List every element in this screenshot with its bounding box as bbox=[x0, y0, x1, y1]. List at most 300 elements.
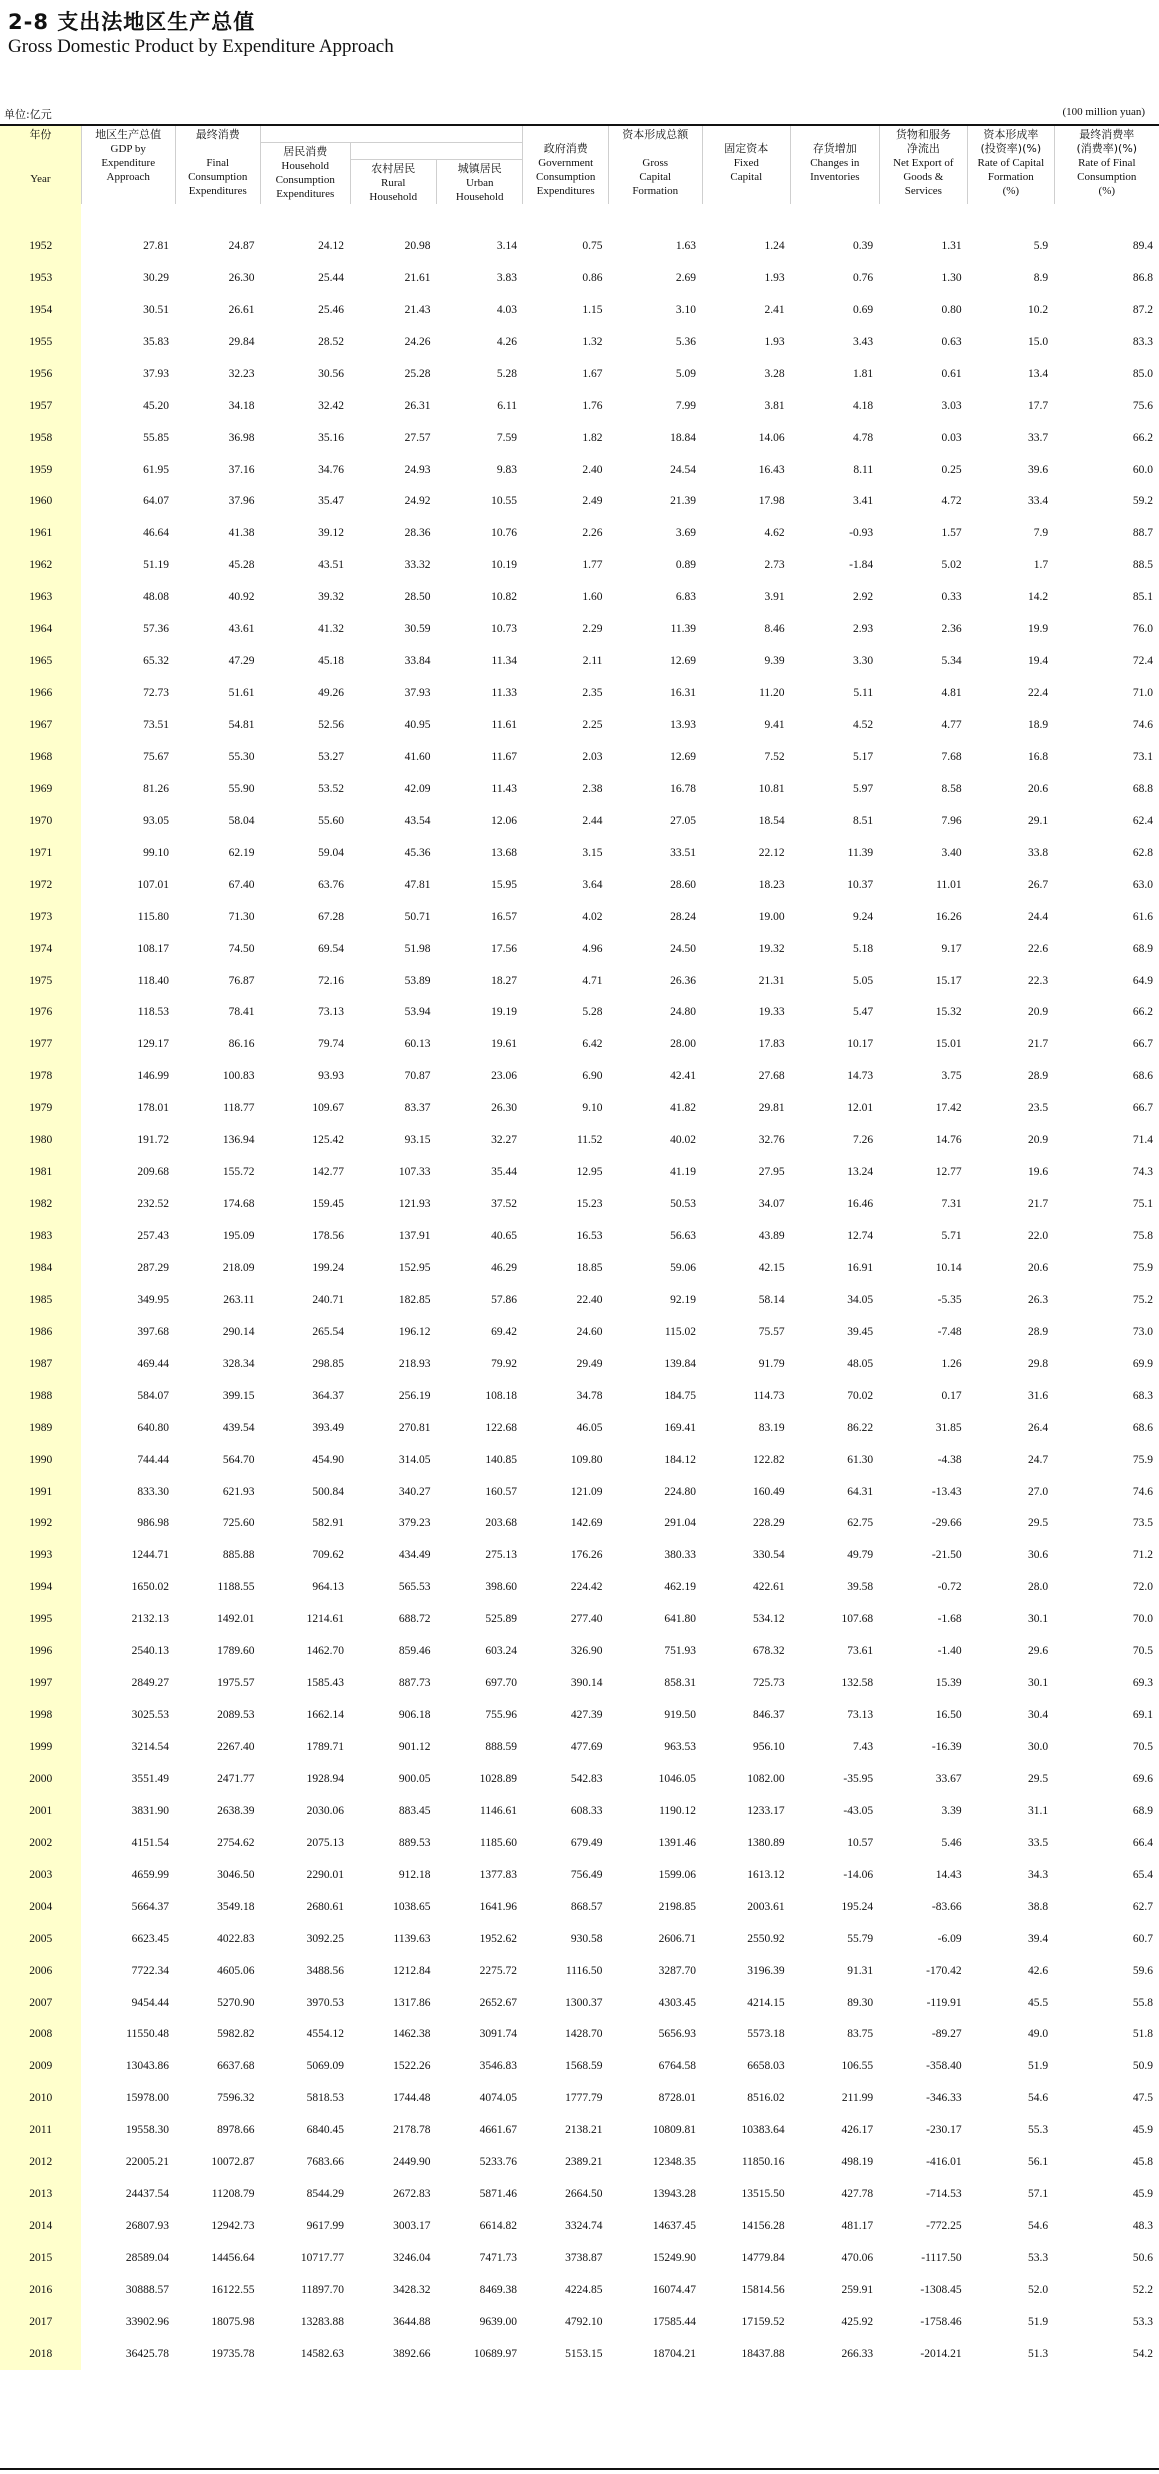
table-row bbox=[0, 773, 1159, 805]
value-cell: 11.20 bbox=[759, 687, 785, 700]
value-cell: 30888.57 bbox=[125, 2283, 169, 2296]
value-cell: 55.90 bbox=[228, 782, 255, 795]
value-cell: 542.83 bbox=[570, 1772, 603, 1785]
value-cell: 12348.35 bbox=[652, 2156, 697, 2169]
value-cell: 53.52 bbox=[318, 782, 344, 795]
value-cell: 3546.83 bbox=[479, 2060, 517, 2073]
value-cell: 29.84 bbox=[228, 335, 255, 348]
value-cell: 18.85 bbox=[576, 1261, 603, 1274]
value-cell: 169.41 bbox=[664, 1421, 697, 1434]
value-cell: -416.01 bbox=[926, 2156, 962, 2169]
value-cell: 51.9 bbox=[1027, 2315, 1049, 2328]
value-cell: 1613.12 bbox=[747, 1868, 785, 1881]
value-cell: 29.6 bbox=[1027, 1645, 1049, 1658]
year-cell: 2016 bbox=[0, 2274, 81, 2306]
value-cell: 5.09 bbox=[675, 367, 697, 380]
value-cell: 93.05 bbox=[143, 814, 169, 827]
value-cell: 26.31 bbox=[404, 399, 431, 412]
value-cell: 10.2 bbox=[1027, 303, 1049, 316]
value-cell: 75.8 bbox=[1132, 1230, 1153, 1243]
value-cell: 14.76 bbox=[935, 1134, 962, 1147]
value-cell: 83.37 bbox=[404, 1102, 431, 1115]
header-final-consumption: 最终消费 Final Consumption Expenditures bbox=[175, 125, 260, 204]
value-cell: 29.8 bbox=[1027, 1357, 1049, 1370]
value-cell: 19.6 bbox=[1027, 1166, 1049, 1179]
table-bottom-rule bbox=[0, 2468, 1159, 2470]
value-cell: 71.30 bbox=[228, 910, 255, 923]
year-cell: 1995 bbox=[0, 1603, 81, 1635]
value-cell: 12.95 bbox=[576, 1166, 603, 1179]
value-cell: 92.19 bbox=[670, 1293, 697, 1306]
value-cell: 122.82 bbox=[752, 1453, 785, 1466]
value-cell: 62.75 bbox=[847, 1517, 874, 1530]
value-cell: 0.86 bbox=[582, 271, 603, 284]
value-cell: 33.67 bbox=[935, 1772, 962, 1785]
value-cell: 454.90 bbox=[312, 1453, 344, 1466]
value-cell: 6614.82 bbox=[479, 2220, 517, 2233]
value-cell: 35.47 bbox=[318, 495, 344, 508]
value-cell: 912.18 bbox=[398, 1868, 431, 1881]
value-cell: 5069.09 bbox=[306, 2060, 344, 2073]
year-cell: 2008 bbox=[0, 2019, 81, 2051]
value-cell: 99.10 bbox=[143, 846, 169, 859]
table-row bbox=[0, 1763, 1159, 1795]
value-cell: -346.33 bbox=[926, 2092, 962, 2105]
value-cell: 6623.45 bbox=[131, 1932, 169, 1945]
table-row bbox=[0, 2082, 1159, 2114]
value-cell: 68.9 bbox=[1132, 942, 1153, 955]
value-cell: 603.24 bbox=[485, 1645, 517, 1658]
year-cell: 1973 bbox=[0, 901, 81, 933]
value-cell: 155.72 bbox=[222, 1166, 255, 1179]
year-cell: 1992 bbox=[0, 1508, 81, 1540]
value-cell: 70.5 bbox=[1132, 1741, 1153, 1754]
value-cell: 73.13 bbox=[847, 1709, 874, 1722]
year-cell: 1960 bbox=[0, 486, 81, 518]
value-cell: 2290.01 bbox=[306, 1868, 344, 1881]
table-row bbox=[0, 1731, 1159, 1763]
value-cell: -29.66 bbox=[931, 1517, 962, 1530]
value-cell: 725.73 bbox=[752, 1677, 785, 1690]
header-consumption-rate: 最终消费率 (消费率)(%) Rate of Final Consumption (%) bbox=[1054, 125, 1159, 204]
value-cell: 621.93 bbox=[222, 1485, 255, 1498]
value-cell: 108.18 bbox=[485, 1389, 517, 1402]
value-cell: 1212.84 bbox=[393, 1964, 431, 1977]
table-row bbox=[0, 869, 1159, 901]
value-cell: 62.7 bbox=[1132, 1900, 1153, 1913]
value-cell: 15814.56 bbox=[741, 2283, 785, 2296]
value-cell: 0.61 bbox=[941, 367, 962, 380]
value-cell: 2075.13 bbox=[306, 1836, 344, 1849]
value-cell: 6840.45 bbox=[306, 2124, 344, 2137]
value-cell: 10689.97 bbox=[473, 2347, 517, 2360]
table-row bbox=[0, 1635, 1159, 1667]
value-cell: -0.93 bbox=[849, 527, 874, 540]
value-cell: 19.4 bbox=[1027, 655, 1049, 668]
value-cell: -13.43 bbox=[931, 1485, 962, 1498]
value-cell: 72.4 bbox=[1132, 655, 1153, 668]
value-cell: 24.93 bbox=[404, 463, 431, 476]
table-row bbox=[0, 2114, 1159, 2146]
value-cell: 4.96 bbox=[582, 942, 603, 955]
value-cell: 1.24 bbox=[764, 239, 785, 252]
value-cell: 0.03 bbox=[941, 431, 962, 444]
table-row bbox=[0, 2306, 1159, 2338]
value-cell: 19.19 bbox=[491, 1006, 517, 1019]
table-row bbox=[0, 805, 1159, 837]
year-cell: 1987 bbox=[0, 1348, 81, 1380]
table-row bbox=[0, 1508, 1159, 1540]
value-cell: 8516.02 bbox=[747, 2092, 785, 2105]
table-row bbox=[0, 933, 1159, 965]
value-cell: 5.97 bbox=[852, 782, 874, 795]
value-cell: 3046.50 bbox=[217, 1868, 255, 1881]
value-cell: 20.9 bbox=[1027, 1006, 1049, 1019]
value-cell: 1462.70 bbox=[306, 1645, 344, 1658]
value-cell: 10.37 bbox=[847, 878, 874, 891]
value-cell: 24.60 bbox=[576, 1325, 603, 1338]
value-cell: 5.18 bbox=[852, 942, 874, 955]
value-cell: 1300.37 bbox=[565, 1996, 603, 2009]
value-cell: 13943.28 bbox=[652, 2188, 697, 2201]
table-row bbox=[0, 837, 1159, 869]
value-cell: 118.53 bbox=[137, 1006, 169, 1019]
page-title-chinese: 2-8 支出法地区生产总值 bbox=[8, 10, 256, 34]
value-cell: 58.04 bbox=[228, 814, 255, 827]
table-row bbox=[0, 2019, 1159, 2051]
table-row bbox=[0, 581, 1159, 613]
value-cell: 195.09 bbox=[222, 1230, 255, 1243]
value-cell: 140.85 bbox=[485, 1453, 517, 1466]
value-cell: 11550.48 bbox=[126, 2028, 169, 2041]
header-capital-rate: 资本形成率 (投资率)(%) Rate of Capital Formation (%) bbox=[968, 125, 1054, 204]
value-cell: 2680.61 bbox=[306, 1900, 344, 1913]
value-cell: -1.68 bbox=[937, 1613, 962, 1626]
value-cell: 64.31 bbox=[847, 1485, 874, 1498]
year-cell: 1979 bbox=[0, 1092, 81, 1124]
table-row bbox=[0, 677, 1159, 709]
value-cell: 34.76 bbox=[318, 463, 344, 476]
value-cell: 2030.06 bbox=[306, 1804, 344, 1817]
value-cell: 16.53 bbox=[576, 1230, 603, 1243]
value-cell: 2849.27 bbox=[131, 1677, 169, 1690]
value-cell: 2449.90 bbox=[393, 2156, 431, 2169]
value-cell: 49.79 bbox=[847, 1549, 874, 1562]
value-cell: 1146.61 bbox=[480, 1804, 517, 1817]
value-cell: 12942.73 bbox=[211, 2220, 255, 2233]
value-cell: 5982.82 bbox=[217, 2028, 255, 2041]
value-cell: 525.89 bbox=[485, 1613, 517, 1626]
value-cell: 1.82 bbox=[582, 431, 603, 444]
value-cell: 31.6 bbox=[1027, 1389, 1049, 1402]
value-cell: 2471.77 bbox=[217, 1772, 255, 1785]
value-cell: 88.5 bbox=[1132, 559, 1153, 572]
value-cell: 218.93 bbox=[398, 1357, 431, 1370]
value-cell: 28.0 bbox=[1027, 1581, 1049, 1594]
value-cell: 1185.60 bbox=[480, 1836, 517, 1849]
value-cell: 277.40 bbox=[570, 1613, 603, 1626]
value-cell: 19.33 bbox=[758, 1006, 785, 1019]
table-row bbox=[0, 1987, 1159, 2019]
year-cell: 1952 bbox=[0, 230, 81, 262]
value-cell: 240.71 bbox=[312, 1293, 344, 1306]
value-cell: 641.80 bbox=[664, 1613, 697, 1626]
year-cell: 1964 bbox=[0, 613, 81, 645]
value-cell: 4074.05 bbox=[479, 2092, 517, 2105]
value-cell: 326.90 bbox=[570, 1645, 603, 1658]
value-cell: 142.77 bbox=[312, 1166, 344, 1179]
value-cell: 40.02 bbox=[670, 1134, 697, 1147]
value-cell: 41.60 bbox=[404, 750, 431, 763]
value-cell: 28.00 bbox=[670, 1038, 697, 1051]
value-cell: 709.62 bbox=[312, 1549, 344, 1562]
value-cell: 30.29 bbox=[143, 271, 169, 284]
value-cell: 8.51 bbox=[852, 814, 874, 827]
table-row bbox=[0, 997, 1159, 1029]
value-cell: -230.17 bbox=[926, 2124, 962, 2137]
value-cell: 14.2 bbox=[1027, 591, 1049, 604]
value-cell: 462.19 bbox=[664, 1581, 697, 1594]
value-cell: 63.76 bbox=[318, 878, 344, 891]
header-household-group bbox=[260, 125, 523, 143]
value-cell: 2132.13 bbox=[131, 1613, 169, 1626]
value-cell: 196.12 bbox=[398, 1325, 431, 1338]
year-cell: 1989 bbox=[0, 1412, 81, 1444]
value-cell: 427.39 bbox=[570, 1709, 603, 1722]
table-row bbox=[0, 1124, 1159, 1156]
table-row bbox=[0, 1603, 1159, 1635]
gdp-expenditure-table bbox=[0, 124, 1159, 2370]
value-cell: 608.33 bbox=[570, 1804, 603, 1817]
value-cell: 4661.67 bbox=[479, 2124, 517, 2137]
value-cell: 66.7 bbox=[1132, 1038, 1153, 1051]
year-cell: 1971 bbox=[0, 837, 81, 869]
year-cell: 1996 bbox=[0, 1635, 81, 1667]
year-cell: 2006 bbox=[0, 1955, 81, 1987]
value-cell: 298.85 bbox=[312, 1357, 344, 1370]
value-cell: 13.4 bbox=[1027, 367, 1049, 380]
value-cell: 26.30 bbox=[491, 1102, 517, 1115]
value-cell: 434.49 bbox=[398, 1549, 431, 1562]
value-cell: 11850.16 bbox=[741, 2156, 785, 2169]
value-cell: 67.40 bbox=[228, 878, 255, 891]
value-cell: 2.29 bbox=[582, 623, 603, 636]
value-cell: 25.28 bbox=[404, 367, 431, 380]
table-row bbox=[0, 2242, 1159, 2274]
value-cell: 3.30 bbox=[852, 655, 874, 668]
value-cell: 22.4 bbox=[1027, 687, 1049, 700]
value-cell: 53.94 bbox=[404, 1006, 431, 1019]
value-cell: 7.52 bbox=[764, 750, 785, 763]
value-cell: 3.83 bbox=[496, 271, 517, 284]
value-cell: 51.19 bbox=[143, 559, 169, 572]
value-cell: 28.24 bbox=[670, 910, 697, 923]
value-cell: 1789.71 bbox=[306, 1741, 344, 1754]
value-cell: 1.76 bbox=[582, 399, 603, 412]
value-cell: 10.57 bbox=[847, 1836, 874, 1849]
value-cell: 224.42 bbox=[570, 1581, 603, 1594]
value-cell: 0.89 bbox=[675, 559, 697, 572]
value-cell: 24.87 bbox=[228, 239, 255, 252]
value-cell: 72.73 bbox=[143, 687, 169, 700]
value-cell: 11.39 bbox=[847, 846, 874, 859]
value-cell: 122.68 bbox=[485, 1421, 517, 1434]
value-cell: 4.18 bbox=[852, 399, 874, 412]
value-cell: 640.80 bbox=[137, 1421, 169, 1434]
value-cell: 69.1 bbox=[1132, 1709, 1153, 1722]
value-cell: 15.23 bbox=[576, 1198, 603, 1211]
value-cell: 9639.00 bbox=[479, 2315, 517, 2328]
table-spacer-row bbox=[0, 204, 1159, 230]
value-cell: 59.6 bbox=[1132, 1964, 1153, 1977]
value-cell: 1.93 bbox=[764, 271, 785, 284]
value-cell: 5153.15 bbox=[565, 2347, 603, 2360]
value-cell: 15.32 bbox=[935, 1006, 962, 1019]
value-cell: 76.87 bbox=[228, 974, 255, 987]
year-cell: 1988 bbox=[0, 1380, 81, 1412]
table-row bbox=[0, 1316, 1159, 1348]
value-cell: 263.11 bbox=[223, 1293, 255, 1306]
value-cell: 66.2 bbox=[1132, 1006, 1153, 1019]
year-cell: 1968 bbox=[0, 741, 81, 773]
value-cell: 27.05 bbox=[670, 814, 697, 827]
value-cell: 8.9 bbox=[1033, 271, 1049, 284]
value-cell: 11.67 bbox=[491, 750, 517, 763]
header-government: 政府消费 Government Consumption Expenditures bbox=[523, 125, 608, 204]
value-cell: 52.56 bbox=[318, 719, 344, 732]
value-cell: 906.18 bbox=[398, 1709, 431, 1722]
value-cell: 20.9 bbox=[1027, 1134, 1049, 1147]
value-cell: 91.79 bbox=[758, 1357, 785, 1370]
value-cell: 6.42 bbox=[582, 1038, 603, 1051]
value-cell: 73.0 bbox=[1132, 1325, 1153, 1338]
value-cell: 1139.63 bbox=[393, 1932, 431, 1945]
value-cell: 152.95 bbox=[398, 1261, 431, 1274]
value-cell: 1.30 bbox=[941, 271, 962, 284]
value-cell: 14582.63 bbox=[300, 2347, 344, 2360]
value-cell: 390.14 bbox=[570, 1677, 603, 1690]
value-cell: 132.58 bbox=[841, 1677, 874, 1690]
value-cell: 1599.06 bbox=[658, 1868, 697, 1881]
header-household: 居民消费 Household Consumption Expenditures bbox=[260, 143, 350, 205]
table-row bbox=[0, 1891, 1159, 1923]
value-cell: 107.68 bbox=[841, 1613, 874, 1626]
value-cell: 314.05 bbox=[398, 1453, 431, 1466]
value-cell: 1028.89 bbox=[479, 1772, 517, 1785]
table-row bbox=[0, 1699, 1159, 1731]
value-cell: 1.26 bbox=[941, 1357, 962, 1370]
value-cell: 2.36 bbox=[941, 623, 962, 636]
value-cell: 24.7 bbox=[1027, 1453, 1049, 1466]
value-cell: 224.80 bbox=[664, 1485, 697, 1498]
value-cell: 833.30 bbox=[137, 1485, 169, 1498]
value-cell: -7.48 bbox=[937, 1325, 962, 1338]
year-cell: 1956 bbox=[0, 358, 81, 390]
year-cell: 1974 bbox=[0, 933, 81, 965]
table-row bbox=[0, 613, 1159, 645]
value-cell: 7.31 bbox=[941, 1198, 962, 1211]
value-cell: 0.63 bbox=[941, 335, 962, 348]
table-row bbox=[0, 2050, 1159, 2082]
value-cell: 3003.17 bbox=[393, 2220, 431, 2233]
value-cell: 4.62 bbox=[764, 527, 785, 540]
value-cell: 45.5 bbox=[1027, 1996, 1049, 2009]
value-cell: 93.93 bbox=[318, 1070, 344, 1083]
value-cell: 2.26 bbox=[582, 527, 603, 540]
value-cell: 6764.58 bbox=[658, 2060, 697, 2073]
value-cell: 18.54 bbox=[758, 814, 785, 827]
year-cell: 1982 bbox=[0, 1188, 81, 1220]
value-cell: 39.58 bbox=[847, 1581, 874, 1594]
value-cell: 228.29 bbox=[752, 1517, 785, 1530]
value-cell: 53.3 bbox=[1027, 2252, 1049, 2265]
value-cell: 10.55 bbox=[491, 495, 517, 508]
value-cell: 330.54 bbox=[752, 1549, 785, 1562]
table-row bbox=[0, 1092, 1159, 1124]
value-cell: 15.01 bbox=[935, 1038, 962, 1051]
value-cell: 427.78 bbox=[841, 2188, 874, 2201]
table-row bbox=[0, 1827, 1159, 1859]
value-cell: 27.68 bbox=[758, 1070, 785, 1083]
value-cell: 24.26 bbox=[404, 335, 431, 348]
year-cell: 1986 bbox=[0, 1316, 81, 1348]
value-cell: -2014.21 bbox=[920, 2347, 962, 2360]
value-cell: 340.27 bbox=[398, 1485, 431, 1498]
value-cell: 25.44 bbox=[318, 271, 344, 284]
value-cell: 75.57 bbox=[758, 1325, 785, 1338]
value-cell: 11208.79 bbox=[211, 2188, 255, 2201]
value-cell: 4.26 bbox=[496, 335, 517, 348]
value-cell: 61.95 bbox=[143, 463, 169, 476]
value-cell: 22.12 bbox=[758, 846, 785, 859]
value-cell: 22.3 bbox=[1027, 974, 1049, 987]
value-cell: 5233.76 bbox=[479, 2156, 517, 2169]
value-cell: 380.33 bbox=[664, 1549, 697, 1562]
value-cell: 0.17 bbox=[941, 1389, 962, 1402]
value-cell: 36.98 bbox=[228, 431, 255, 444]
value-cell: 86.22 bbox=[847, 1421, 874, 1434]
value-cell: 7596.32 bbox=[217, 2092, 255, 2105]
value-cell: 78.41 bbox=[228, 1006, 255, 1019]
value-cell: 469.44 bbox=[137, 1357, 169, 1370]
value-cell: 39.32 bbox=[318, 591, 344, 604]
value-cell: 1046.05 bbox=[658, 1772, 697, 1785]
value-cell: 37.93 bbox=[143, 367, 169, 380]
value-cell: 51.98 bbox=[404, 942, 431, 955]
value-cell: 42.09 bbox=[404, 782, 431, 795]
value-cell: 218.09 bbox=[222, 1261, 255, 1274]
value-cell: 4.02 bbox=[582, 910, 603, 923]
value-cell: 14.06 bbox=[758, 431, 785, 444]
value-cell: 3091.74 bbox=[479, 2028, 517, 2041]
value-cell: 2267.40 bbox=[217, 1741, 255, 1754]
value-cell: 5.17 bbox=[852, 750, 874, 763]
value-cell: 74.3 bbox=[1132, 1166, 1153, 1179]
table-row bbox=[0, 230, 1159, 262]
table-row bbox=[0, 709, 1159, 741]
value-cell: 136.94 bbox=[222, 1134, 255, 1147]
table-row bbox=[0, 1444, 1159, 1476]
value-cell: 47.81 bbox=[404, 878, 431, 891]
value-cell: 54.6 bbox=[1027, 2220, 1049, 2233]
value-cell: 51.8 bbox=[1132, 2028, 1153, 2041]
value-cell: 195.24 bbox=[841, 1900, 874, 1913]
year-cell: 1994 bbox=[0, 1571, 81, 1603]
value-cell: 5.28 bbox=[582, 1006, 603, 1019]
value-cell: 0.69 bbox=[852, 303, 874, 316]
value-cell: 21.39 bbox=[670, 495, 697, 508]
value-cell: 184.75 bbox=[664, 1389, 697, 1402]
